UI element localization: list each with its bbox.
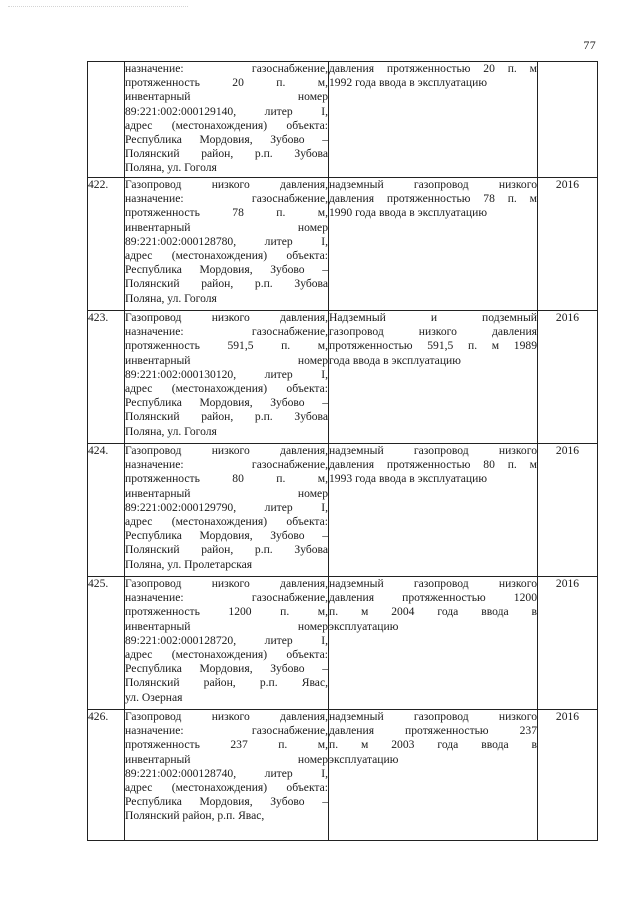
cell-text-line: протяженность 78 п. м,	[125, 206, 328, 220]
table-row	[88, 178, 598, 311]
cell-text-line: назначение: газоснабжение,	[125, 62, 328, 75]
object-name-cell	[125, 577, 329, 710]
cell-text-line: 1993 года ввода в эксплуатацию	[329, 472, 487, 486]
cell-text-line: 89:221:002:000130120, литер I,	[125, 367, 328, 381]
cell-text-line: Полянский район, р.п. Зубова	[125, 147, 328, 161]
cell-text-line: протяженность 237 п. м,	[125, 738, 328, 752]
cell-text-line: адрес (местонахождения) объекта:	[125, 515, 328, 529]
cell-text-line: надземный газопровод низкого	[329, 444, 537, 457]
table-row	[88, 444, 598, 577]
year-cell	[538, 62, 598, 178]
object-name-cell	[125, 311, 329, 444]
cell-text-line: адрес (местонахождения) объекта:	[125, 249, 328, 263]
year-cell: 2016	[538, 311, 598, 444]
scan-artifact	[8, 6, 188, 13]
object-description-cell	[329, 62, 538, 178]
cell-text-line: Республика Мордовия, Зубово –	[125, 263, 328, 277]
cell-text-line: давления протяженностью 1200	[329, 591, 537, 605]
cell-text-line: давления протяженностью 20 п. м	[329, 62, 537, 75]
cell-text-line: Полянский район, р.п. Зубова	[125, 410, 328, 424]
year-cell: 2016	[538, 577, 598, 710]
cell-text-line: Газопровод низкого давления,	[125, 444, 328, 457]
cell-text-line: назначение: газоснабжение,	[125, 192, 328, 206]
cell-text-line: инвентарный номер	[125, 90, 328, 104]
cell-text-line: давления протяженностью 237	[329, 724, 537, 738]
row-number-cell: 423.	[88, 311, 125, 444]
cell-text-line: протяженность 80 п. м,	[125, 472, 328, 486]
cell-text-line: эксплуатацию	[329, 619, 399, 633]
cell-text-line: эксплуатацию	[329, 752, 399, 766]
cell-text-line: адрес (местонахождения) объекта:	[125, 781, 328, 795]
cell-text-line: Республика Мордовия, Зубово –	[125, 795, 328, 809]
cell-text-line: Полянский район, р.п. Зубова	[125, 543, 328, 557]
cell-text-line: Полянский район, р.п. Зубова	[125, 277, 328, 291]
object-description-cell	[329, 178, 538, 311]
cell-text-line: протяженностью 591,5 п. м 1989	[329, 339, 537, 353]
cell-text-line: инвентарный номер	[125, 752, 328, 766]
cell-text-line: Поляна, ул. Гоголя	[125, 291, 217, 305]
cell-text-line: Поляна, ул. Гоголя	[125, 161, 217, 175]
cell-text-line: Республика Мордовия, Зубово –	[125, 396, 328, 410]
property-registry-table	[87, 61, 598, 841]
cell-text-line: Газопровод низкого давления,	[125, 710, 328, 723]
cell-text-line: п. м 2003 года ввода в	[329, 738, 537, 752]
cell-text-line: Газопровод низкого давления,	[125, 178, 328, 191]
object-description-cell	[329, 710, 538, 841]
cell-text-line: 1992 года ввода в эксплуатацию	[329, 76, 487, 90]
cell-text-line: Надземный и подземный	[329, 311, 537, 324]
cell-text-line: инвентарный номер	[125, 220, 328, 234]
page-number: 77	[583, 38, 596, 52]
object-name-cell	[125, 178, 329, 311]
cell-text-line: 89:221:002:000129140, литер I,	[125, 104, 328, 118]
table-row	[88, 311, 598, 444]
cell-text-line: Поляна, ул. Гоголя	[125, 424, 217, 438]
cell-text-line: надземный газопровод низкого	[329, 577, 537, 590]
cell-text-line: Полянский район, р.п. Явас,	[125, 809, 265, 823]
object-name-cell	[125, 710, 329, 841]
row-number-cell: 425.	[88, 577, 125, 710]
cell-text-line: Газопровод низкого давления,	[125, 311, 328, 324]
table-row	[88, 577, 598, 710]
cell-text-line: газопровод низкого давления	[329, 325, 537, 339]
object-name-cell	[125, 62, 329, 178]
cell-text-line: давления протяженностью 80 п. м	[329, 458, 537, 472]
cell-text-line: назначение: газоснабжение,	[125, 591, 328, 605]
cell-text-line: 89:221:002:000128740, литер I,	[125, 766, 328, 780]
cell-text-line: протяженность 20 п. м,	[125, 76, 328, 90]
cell-text-line: надземный газопровод низкого	[329, 178, 537, 191]
cell-text-line: Полянский район, р.п. Явас,	[125, 676, 328, 690]
cell-text-line: назначение: газоснабжение,	[125, 458, 328, 472]
row-number-cell: 426.	[88, 710, 125, 841]
year-cell: 2016	[538, 444, 598, 577]
cell-text-line: протяженность 1200 п. м,	[125, 605, 328, 619]
cell-text-line: Газопровод низкого давления,	[125, 577, 328, 590]
cell-text-line: назначение: газоснабжение,	[125, 724, 328, 738]
object-description-cell	[329, 444, 538, 577]
cell-text-line: 1990 года ввода в эксплуатацию	[329, 206, 487, 220]
cell-text-line: давления протяженностью 78 п. м	[329, 192, 537, 206]
row-number-cell: 424.	[88, 444, 125, 577]
cell-text-line: назначение: газоснабжение,	[125, 325, 328, 339]
object-description-cell	[329, 577, 538, 710]
cell-text-line: 89:221:002:000128780, литер I,	[125, 234, 328, 248]
cell-text-line: 89:221:002:000129790, литер I,	[125, 500, 328, 514]
cell-text-line: ул. Озерная	[125, 690, 183, 704]
row-number-cell	[88, 62, 125, 178]
table-row	[88, 62, 598, 178]
year-cell: 2016	[538, 710, 598, 841]
row-number-cell: 422.	[88, 178, 125, 311]
cell-text-line: протяженность 591,5 п. м,	[125, 339, 328, 353]
cell-text-line: адрес (местонахождения) объекта:	[125, 382, 328, 396]
cell-text-line: Республика Мордовия, Зубово –	[125, 133, 328, 147]
cell-text-line: надземный газопровод низкого	[329, 710, 537, 723]
object-name-cell	[125, 444, 329, 577]
cell-text-line: инвентарный номер	[125, 619, 328, 633]
cell-text-line: адрес (местонахождения) объекта:	[125, 118, 328, 132]
cell-text-line: Республика Мордовия, Зубово –	[125, 662, 328, 676]
cell-text-line: адрес (местонахождения) объекта:	[125, 648, 328, 662]
object-description-cell	[329, 311, 538, 444]
cell-text-line: года ввода в эксплуатацию	[329, 353, 461, 367]
cell-text-line: инвентарный номер	[125, 486, 328, 500]
cell-text-line: Республика Мордовия, Зубово –	[125, 529, 328, 543]
cell-text-line: 89:221:002:000128720, литер I,	[125, 633, 328, 647]
table-row	[88, 710, 598, 841]
cell-text-line: п. м 2004 года ввода в	[329, 605, 537, 619]
year-cell: 2016	[538, 178, 598, 311]
cell-text-line: инвентарный номер	[125, 353, 328, 367]
cell-text-line: Поляна, ул. Пролетарская	[125, 557, 253, 571]
